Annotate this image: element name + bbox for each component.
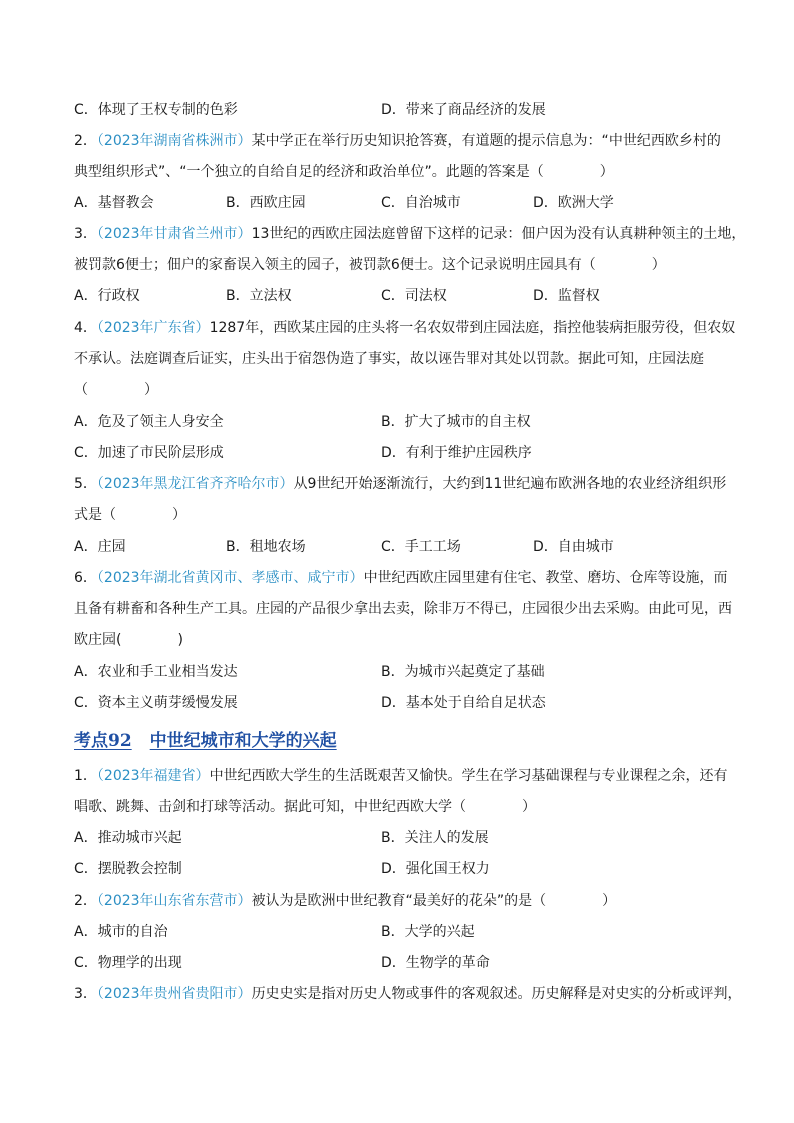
option-d: D．带来了商品经济的发展	[381, 102, 546, 118]
question-number: 1．	[74, 768, 97, 784]
option-d: D．自由城市	[533, 539, 614, 555]
question-source: （2023年福建省）	[96, 768, 210, 784]
option-b: B．扩大了城市的自主权	[381, 414, 531, 430]
option-a: A．基督教会	[74, 195, 154, 211]
question-source: （2023年贵州省贵阳市）	[96, 986, 252, 1002]
option-b: B．租地农场	[226, 539, 306, 555]
option-c: C．自治城市	[381, 195, 461, 211]
question-1-line-1	[74, 766, 728, 786]
question-source: （2023年山东省东营市）	[96, 893, 252, 909]
question-stem: 某中学正在举行历史知识抢答赛，有道题的提示信息为：“中世纪西欧乡村的	[251, 133, 721, 149]
question-stem: 不承认。法庭调查后证实，庄头出于宿怨伪造了事实，故以诬告罪对其处以罚款。据此可知，庄园法庭	[74, 351, 704, 367]
question-stem: 被罚款6便士；佃户的家畜误入领主的园子，被罚款6便士。这个记录说明庄园具有（ ）	[74, 257, 666, 273]
option-c: C．摆脱教会控制	[74, 861, 182, 877]
question-number: 2．	[74, 893, 97, 909]
question-number: 3．	[74, 986, 97, 1002]
question-stem: 中世纪西欧庄园里建有住宅、教堂、磨坊、仓库等设施，而	[363, 570, 728, 586]
section-label: 考点92	[74, 731, 132, 751]
question-2-line-1	[74, 891, 724, 911]
option-a: A．城市的自治	[74, 924, 168, 940]
question-stem: 1287年，西欧某庄园的庄头将一名农奴带到庄园法庭，指控他装病拒服劳役，但农奴	[209, 320, 736, 336]
option-a: A．庄园	[74, 539, 126, 555]
option-d: D．强化国王权力	[381, 861, 490, 877]
question-number: 2．	[74, 133, 97, 149]
question-stem: 从9世纪开始逐渐流行，大约到11世纪遍布欧洲各地的农业经济组织形	[293, 476, 727, 492]
option-b: B．立法权	[226, 288, 292, 304]
option-b: B．大学的兴起	[381, 924, 475, 940]
option-d: D．监督权	[533, 288, 600, 304]
question-stem: 13世纪的西欧庄园法庭曾留下这样的记录：佃户因为没有认真耕种领主的土地，	[251, 226, 746, 242]
option-b: B．为城市兴起奠定了基础	[381, 664, 545, 680]
question-stem: 历史史实是指对历史人物或事件的客观叙述。历史解释是对史实的分析或评判，	[251, 986, 742, 1002]
question-4-line-1	[74, 318, 736, 338]
option-a: A．危及了领主人身安全	[74, 414, 224, 430]
question-number: 3．	[74, 226, 97, 242]
question-stem: 被认为是欧洲中世纪教育“最美好的花朵”的是（ ）	[251, 893, 617, 909]
question-source: （2023年甘肃省兰州市）	[96, 226, 252, 242]
question-stem: （ ）	[74, 382, 158, 398]
question-stem: 且备有耕畜和各种生产工具。庄园的产品很少拿出去卖，除非万不得已，庄园很少出去采购。由此可见，西	[74, 601, 732, 617]
question-6-line-1	[74, 568, 728, 588]
option-a: A．推动城市兴起	[74, 830, 182, 846]
option-a: A．行政权	[74, 288, 140, 304]
option-c: C．司法权	[381, 288, 447, 304]
section-heading	[74, 730, 337, 752]
option-c: C．资本主义萌芽缓慢发展	[74, 695, 238, 711]
question-3-line-1	[74, 984, 742, 1004]
option-c: C．手工工场	[381, 539, 461, 555]
option-b: B．西欧庄园	[226, 195, 306, 211]
question-number: 6．	[74, 570, 97, 586]
question-stem: 中世纪西欧大学生的生活既艰苦又愉快。学生在学习基础课程与专业课程之余，还有	[209, 768, 728, 784]
question-number: 4．	[74, 320, 97, 336]
option-b: B．关注人的发展	[381, 830, 489, 846]
option-a: A．农业和手工业相当发达	[74, 664, 238, 680]
question-number: 5．	[74, 476, 97, 492]
section-title: 中世纪城市和大学的兴起	[149, 731, 337, 751]
option-d: D．生物学的革命	[381, 955, 490, 971]
question-source: （2023年湖北省黄冈市、孝感市、咸宁市）	[96, 570, 364, 586]
question-2-line-1	[74, 131, 724, 151]
question-source: （2023年广东省）	[96, 320, 210, 336]
question-stem: 典型组织形式”、“一个独立的自给自足的经济和政治单位”。此题的答案是（ ）	[74, 164, 614, 180]
question-source: （2023年湖南省株洲市）	[96, 133, 252, 149]
question-stem: 唱歌、跳舞、击剑和打球等活动。据此可知，中世纪西欧大学（ ）	[74, 799, 536, 815]
option-d: D．欧洲大学	[533, 195, 614, 211]
option-c: C．物理学的出现	[74, 955, 182, 971]
question-stem: 欧庄园( )	[74, 632, 183, 648]
question-5-line-1	[74, 474, 727, 494]
option-c: C．加速了市民阶层形成	[74, 445, 224, 461]
option-d: D．有利于维护庄园秩序	[381, 445, 532, 461]
question-3-line-1	[74, 224, 746, 244]
question-source: （2023年黑龙江省齐齐哈尔市）	[96, 476, 294, 492]
question-stem: 式是（ ）	[74, 507, 186, 523]
option-d: D．基本处于自给自足状态	[381, 695, 546, 711]
option-c: C．体现了王权专制的色彩	[74, 102, 238, 118]
